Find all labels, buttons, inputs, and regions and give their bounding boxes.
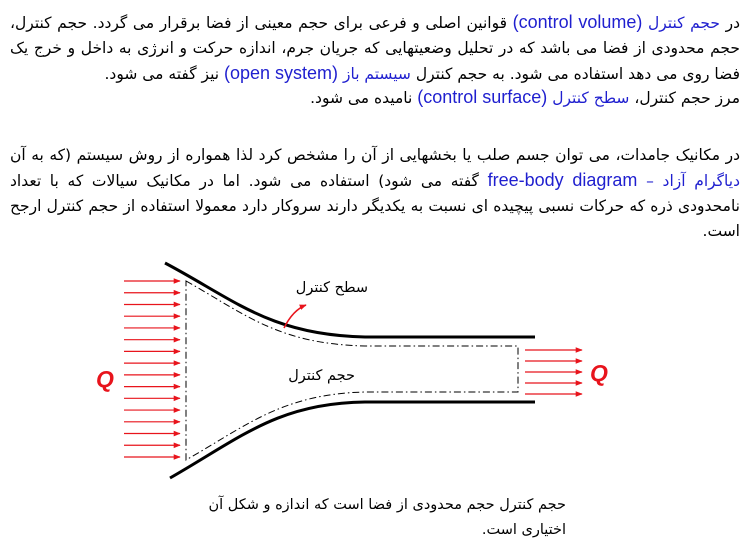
text-fragment: گفته می شود) استفاده می شود. اما در مکانیک سیالات که با تعداد نامحدودی ذره که حرکات نسبی پیچیده ای نسبت به یکدیگر دارند سروکار دارد معمولا استفاده از حجم کنترل ارجح است.: [10, 172, 740, 240]
term-free-body-fa: دیاگرام آزاد –: [646, 172, 740, 190]
figure-caption: [0, 493, 566, 543]
outlet-q-label: Q: [590, 360, 608, 386]
outlet-flow-arrows: [525, 350, 582, 394]
text-fragment: در: [725, 14, 741, 32]
term-control-surface-fa: سطح کنترل: [552, 89, 630, 107]
text-fragment: نامیده می شود.: [310, 89, 413, 107]
text-fragment: در مکانیک جامدات، می توان جسم صلب یا بخشهایی از آن را مشخص کرد لذا همواره از روش سیستم (که به آن: [10, 146, 740, 164]
text-fragment: قوانین اصلی و فرعی برای حجم معینی از فضا برقرار می گردد. حجم کنترل، حجم محدودی از فضا می باشد که در تحلیل وضعیتهایی که جریان جرم، اندازه حرکت و انرژی به داخل و خرج یک فضا روی می دهد استفاده می شود. به حجم کنترل: [10, 14, 740, 83]
term-free-body-en: free-body diagram: [487, 170, 638, 190]
inlet-q-label: Q: [96, 366, 114, 392]
control-volume-label: حجم کنترل: [288, 368, 355, 384]
control-surface-label: سطح کنترل: [295, 280, 368, 296]
term-open-system-en: (open system): [224, 63, 339, 83]
caption-line: حجم کنترل حجم محدودی از فضا است که اندازه و شکل آن: [208, 497, 566, 513]
inlet-flow-arrows: [124, 281, 180, 457]
upper-wall: [165, 263, 535, 337]
term-control-surface-en: (control surface): [417, 87, 548, 107]
lower-wall: [170, 402, 535, 478]
term-control-volume-en: (control volume): [512, 12, 643, 32]
text-fragment: مرز حجم کنترل،: [634, 89, 740, 107]
text-fragment: نیز گفته می شود.: [104, 65, 220, 83]
term-control-volume-fa: حجم کنترل: [647, 14, 721, 32]
term-open-system-fa: سیستم باز: [342, 65, 411, 83]
caption-line: اختیاری است.: [481, 522, 566, 538]
